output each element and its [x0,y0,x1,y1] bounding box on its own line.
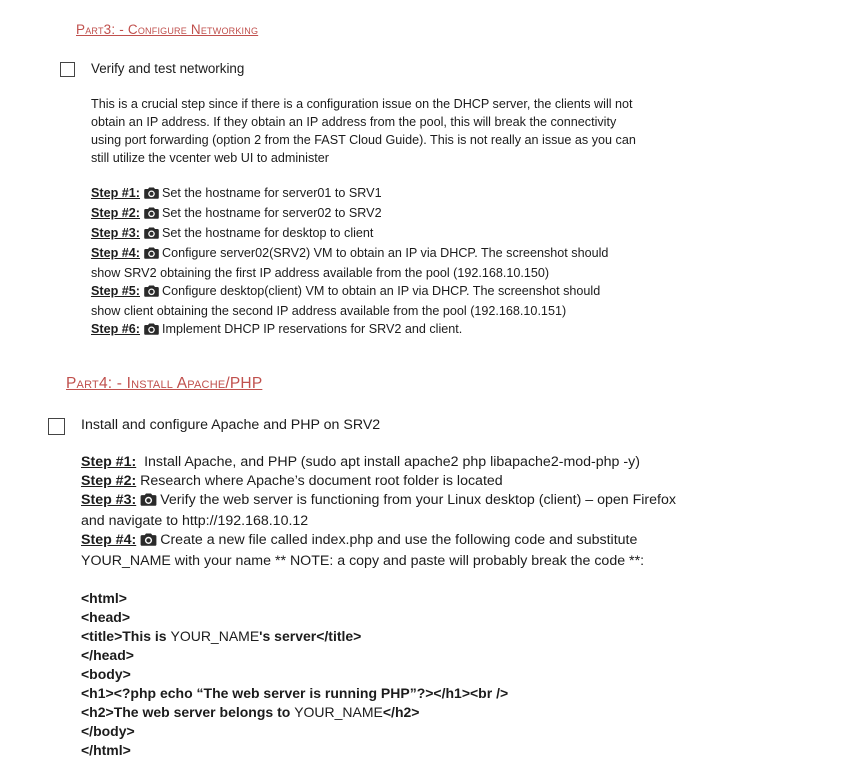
step-label: Step #5: [91,284,140,298]
step-label: Step #3: [91,226,140,240]
part4-task-label: Install and configure Apache and PHP on SRV2 [81,417,381,433]
part3-heading: Part3: - Configure Networking [76,22,259,37]
step-text: Set the hostname for desktop to client [162,226,374,240]
step-text: Set the hostname for server02 to SRV2 [162,206,382,220]
camera-icon [144,322,159,340]
step-label: Step #1: [91,186,140,200]
code-line: <body> [81,666,131,682]
code-segment: <h2>The web server belongs to [81,704,295,720]
camera-icon [140,533,157,552]
code-line: <head> [81,609,131,625]
part4-step-3-cont: and navigate to http://192.168.10.12 [81,513,309,529]
code-placeholder: YOUR_NAME [170,628,260,644]
part4-step-4-cont: YOUR_NAME with your name ** NOTE: a copy and paste will probably break the code **: [81,553,645,569]
step-text: Configure desktop(client) VM to obtain an IP via DHCP. The screenshot should [162,284,601,298]
camera-icon [144,206,159,224]
camera-icon [144,284,159,302]
step-text: Install Apache, and PHP (sudo apt install apache2 php libapache2-mod-php -y) [144,454,640,470]
part3-step-1 [91,184,811,204]
part3-step-4 [91,244,811,264]
part4-step-2 [81,472,821,491]
step-text: Set the hostname for server01 to SRV1 [162,186,382,200]
part3-steps [91,184,811,340]
step-text: Research where Apache’s document root folder is located [140,473,503,489]
code-placeholder: YOUR_NAME [294,704,383,720]
part4-steps [81,453,821,571]
part3-task-checkbox[interactable] [60,62,75,77]
step-text: Create a new file called index.php and use the following code and substitute [160,532,638,548]
part3-step-2 [91,204,811,224]
code-line: </body> [81,723,135,739]
step-text: Implement DHCP IP reservations for SRV2 and client. [162,322,463,336]
code-line: </html> [81,742,131,758]
intro-line: using port forwarding (option 2 from the FAST Cloud Guide). This is not really an issue as you can [91,133,636,147]
code-line [81,627,508,646]
step-label: Step #3: [81,492,137,508]
step-text: Verify the web server is functioning from your Linux desktop (client) – open Firefox [160,492,676,508]
step-label: Step #1: [81,454,137,470]
camera-icon [140,493,157,512]
part3-task-label: Verify and test networking [91,61,245,76]
code-line: <h1><?php echo “The web server is running PHP”?></h1><br /> [81,685,509,701]
intro-line: obtain an IP address. If they obtain an IP address from the pool, this will break the connectivity [91,115,617,129]
part4-step-1 [81,453,821,472]
part3-step-5-cont: show client obtaining the second IP address available from the pool (192.168.10.151) [91,304,567,318]
part3-intro [91,95,811,167]
intro-line: This is a crucial step since if there is a configuration issue on the DHCP server, the clients will not [91,97,633,111]
step-label: Step #2: [81,473,137,489]
camera-icon [144,246,159,264]
camera-icon [144,186,159,204]
step-text: Configure server02(SRV2) VM to obtain an IP via DHCP. The screenshot should [162,246,609,260]
step-label: Step #2: [91,206,140,220]
step-label: Step #6: [91,322,140,336]
step-label: Step #4: [91,246,140,260]
code-segment: 's server</title> [259,628,362,644]
part3-step-5 [91,282,811,302]
code-segment: </h2> [382,704,420,720]
step-label: Step #4: [81,532,137,548]
code-block [81,589,508,760]
part4-step-3 [81,491,821,512]
code-line: </head> [81,647,134,663]
intro-line: still utilize the vcenter web UI to administer [91,151,329,165]
code-line [81,703,508,722]
code-line: <html> [81,590,127,606]
camera-icon [144,226,159,244]
part4-step-4 [81,531,821,552]
part3-step-3 [91,224,811,244]
part4-task-checkbox[interactable] [48,418,65,435]
code-segment: <title>This is [81,628,171,644]
part3-step-6 [91,320,811,340]
part4-heading: Part4: - Install Apache/PHP [66,375,263,392]
part3-step-4-cont: show SRV2 obtaining the first IP address available from the pool (192.168.10.150) [91,266,550,280]
